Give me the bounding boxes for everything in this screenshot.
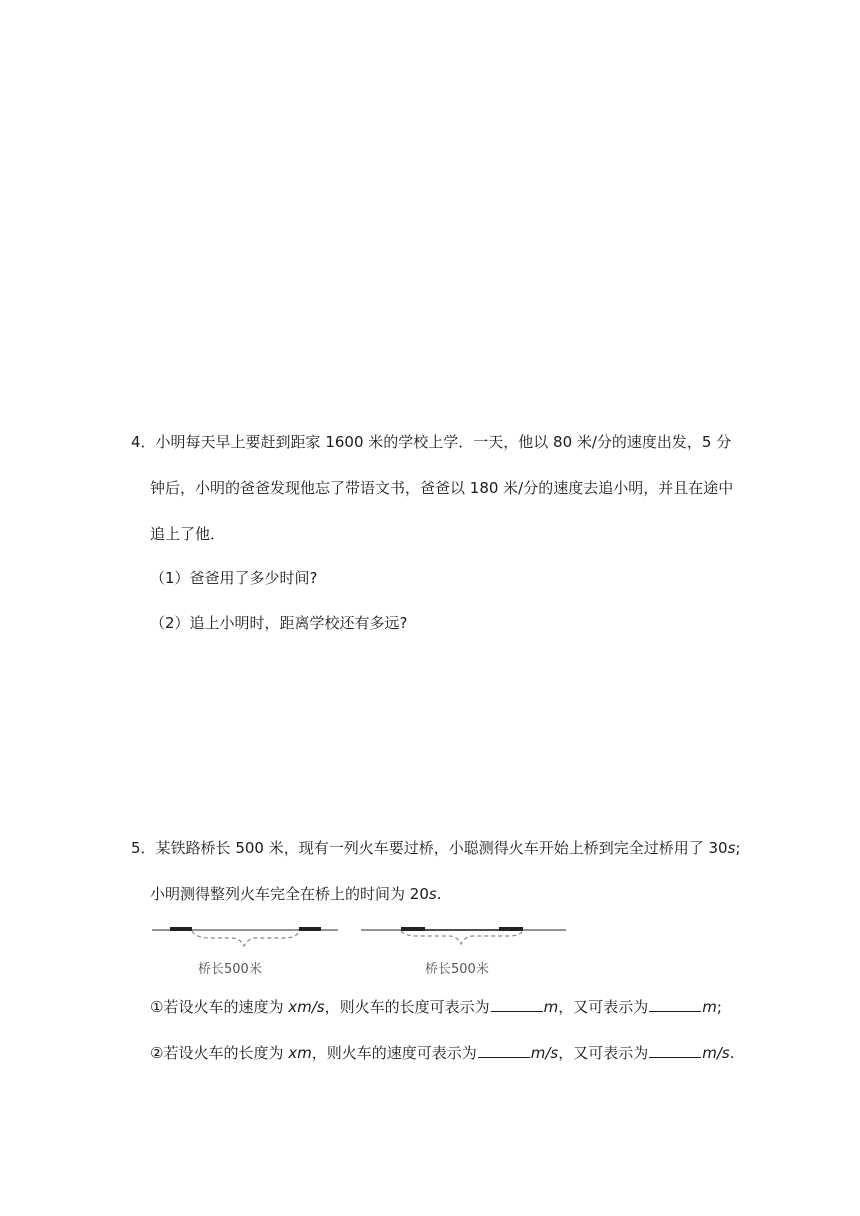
q5-part-b bbox=[150, 1043, 735, 1063]
q5-a-unit-1: m bbox=[543, 998, 559, 1016]
q4-number: 4． bbox=[131, 433, 156, 451]
q4-line-3: 追上了他． bbox=[150, 525, 226, 543]
q5-a-unit-2: m bbox=[702, 998, 717, 1016]
q5-b-text: ②若设火车的长度为 bbox=[150, 1044, 289, 1062]
answer-blank-b2[interactable] bbox=[649, 1043, 701, 1058]
q5-b-end: . bbox=[729, 1044, 735, 1062]
q5-line-2 bbox=[150, 884, 441, 904]
answer-blank-a1[interactable] bbox=[491, 997, 543, 1012]
q4-sub-question-2: （2）追上小明时，距离学校还有多远? bbox=[150, 614, 408, 632]
q5-b-unit-2: m/s bbox=[702, 1044, 730, 1062]
q5-part-a bbox=[150, 997, 722, 1017]
train-right-car-a bbox=[401, 927, 425, 931]
bridge-diagram-left bbox=[152, 920, 342, 977]
q4-text-1: 小明每天早上要赶到距家 1600 米的学校上学．一天，他以 80 米/分的速度出发，5 分 bbox=[155, 433, 732, 451]
answer-blank-b1[interactable] bbox=[478, 1043, 530, 1058]
train-left-car-b bbox=[299, 927, 321, 931]
q5-b-unit-1: m/s bbox=[530, 1044, 559, 1062]
q5-text-2: 小明测得整列火车完全在桥上的时间为 20 bbox=[150, 885, 429, 903]
bridge-label-right: 桥长500米 bbox=[425, 962, 489, 977]
q4-line-1 bbox=[131, 432, 731, 452]
bridge-label-left: 桥长500米 bbox=[198, 962, 262, 977]
q4-line-2: 钟后，小明的爸爸发现他忘了带语文书，爸爸以 180 米/分的速度去追小明，并且在途中 bbox=[150, 479, 734, 497]
q4-sub-question-1: （1）爸爸用了多少时间? bbox=[150, 569, 318, 587]
bridge-diagram-left-svg bbox=[152, 920, 342, 960]
q5-punct-1: ; bbox=[735, 839, 741, 857]
q5-a-mid-2: ，又可表示为 bbox=[558, 998, 649, 1016]
q5-b-mid: ，则火车的速度可表示为 bbox=[311, 1044, 477, 1062]
q5-text-1: 某铁路桥长 500 米，现有一列火车要过桥，小聪测得火车开始上桥到完全过桥用了 30 bbox=[155, 839, 728, 857]
bridge-diagram-right bbox=[361, 920, 571, 977]
bridge-diagram-right-svg bbox=[361, 920, 571, 960]
q5-unit-s-1: s bbox=[727, 839, 736, 857]
q5-a-mid: ，则火车的长度可表示为 bbox=[324, 998, 490, 1016]
q5-a-text: ①若设火车的速度为 bbox=[150, 998, 289, 1016]
q5-b-variable: xm bbox=[288, 1044, 312, 1062]
q5-punct-2: . bbox=[436, 885, 442, 903]
q5-a-end: ; bbox=[716, 998, 722, 1016]
answer-blank-a2[interactable] bbox=[649, 997, 701, 1012]
train-right-car-b bbox=[499, 927, 523, 931]
q5-line-1 bbox=[131, 838, 740, 858]
train-left-car-a bbox=[170, 927, 192, 931]
brace-right bbox=[401, 931, 523, 944]
q5-a-variable: xm/s bbox=[288, 998, 325, 1016]
brace-left bbox=[192, 931, 299, 946]
q5-number: 5． bbox=[131, 839, 156, 857]
q5-unit-s-2: s bbox=[428, 885, 437, 903]
q5-b-mid-2: ，又可表示为 bbox=[558, 1044, 649, 1062]
